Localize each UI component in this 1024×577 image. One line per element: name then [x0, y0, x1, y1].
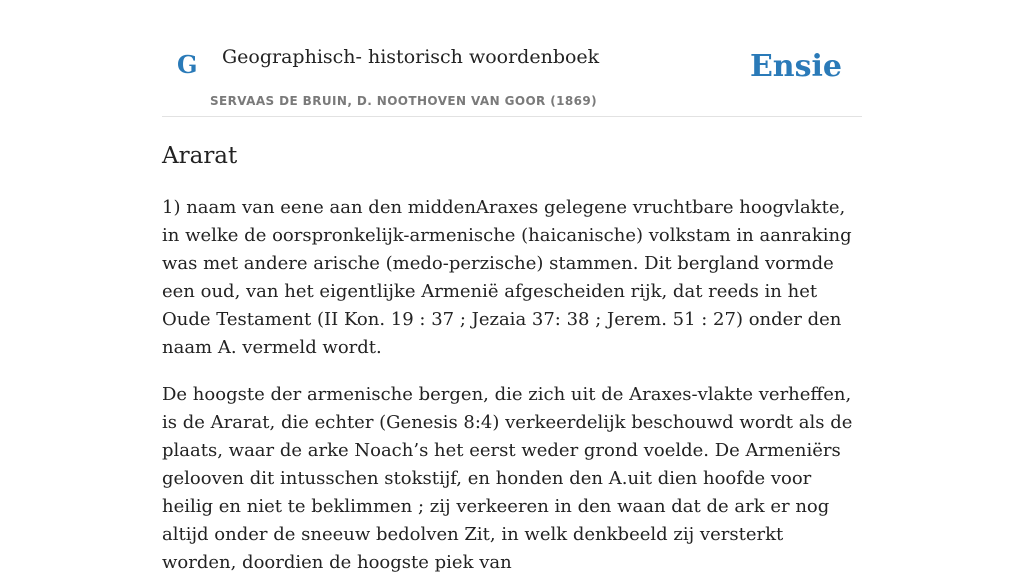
page-container — [162, 0, 862, 577]
entry-paragraph: De hoogste der armenische bergen, die zich uit de Araxes-vlakte verheffen, is de Ararat, die echter (Genesis 8:4) verkeerdelijk beschouwd wordt als de plaats, waar de arke Noach’s het eerst weder grond voelde. De Armeniërs gelooven dit intusschen stokstijf, en honden den A.uit dien hoofde voor heilig en niet te beklimmen ; zij verkeeren in den waan dat de ark er nog altijd onder de sneeuw bedolven Zit, in welk denkbeeld zij versterkt worden, doordien de hoogste piek van — [162, 383, 853, 573]
dictionary-title[interactable]: Geographisch- historisch woordenboek — [222, 46, 600, 68]
dictionary-header — [162, 0, 862, 117]
dictionary-authors: SERVAAS DE BRUIN, D. NOOTHOVEN VAN GOOR (1869) — [210, 94, 598, 108]
entry-body — [162, 194, 862, 577]
letter-index-link[interactable]: G — [177, 50, 198, 79]
ensie-logo[interactable]: Ensie — [749, 49, 842, 84]
entry-paragraph: 1) naam van eene aan den middenAraxes gelegene vruchtbare hoogvlakte, in welke de oorspronkelijk-armenische (haicanische) volkstam in aanraking was met andere arische (medo-perzische) stammen. Dit bergland vormde een oud, van het eigentlijke Armenië afgescheiden rijk, dat reeds in het Oude Testament (II Kon. 19 : 37 ; Jezaia 37: 38 ; Jerem. 51 : 27) onder den naam A. vermeld wordt. — [162, 196, 852, 358]
entry-title: Ararat — [162, 143, 238, 169]
